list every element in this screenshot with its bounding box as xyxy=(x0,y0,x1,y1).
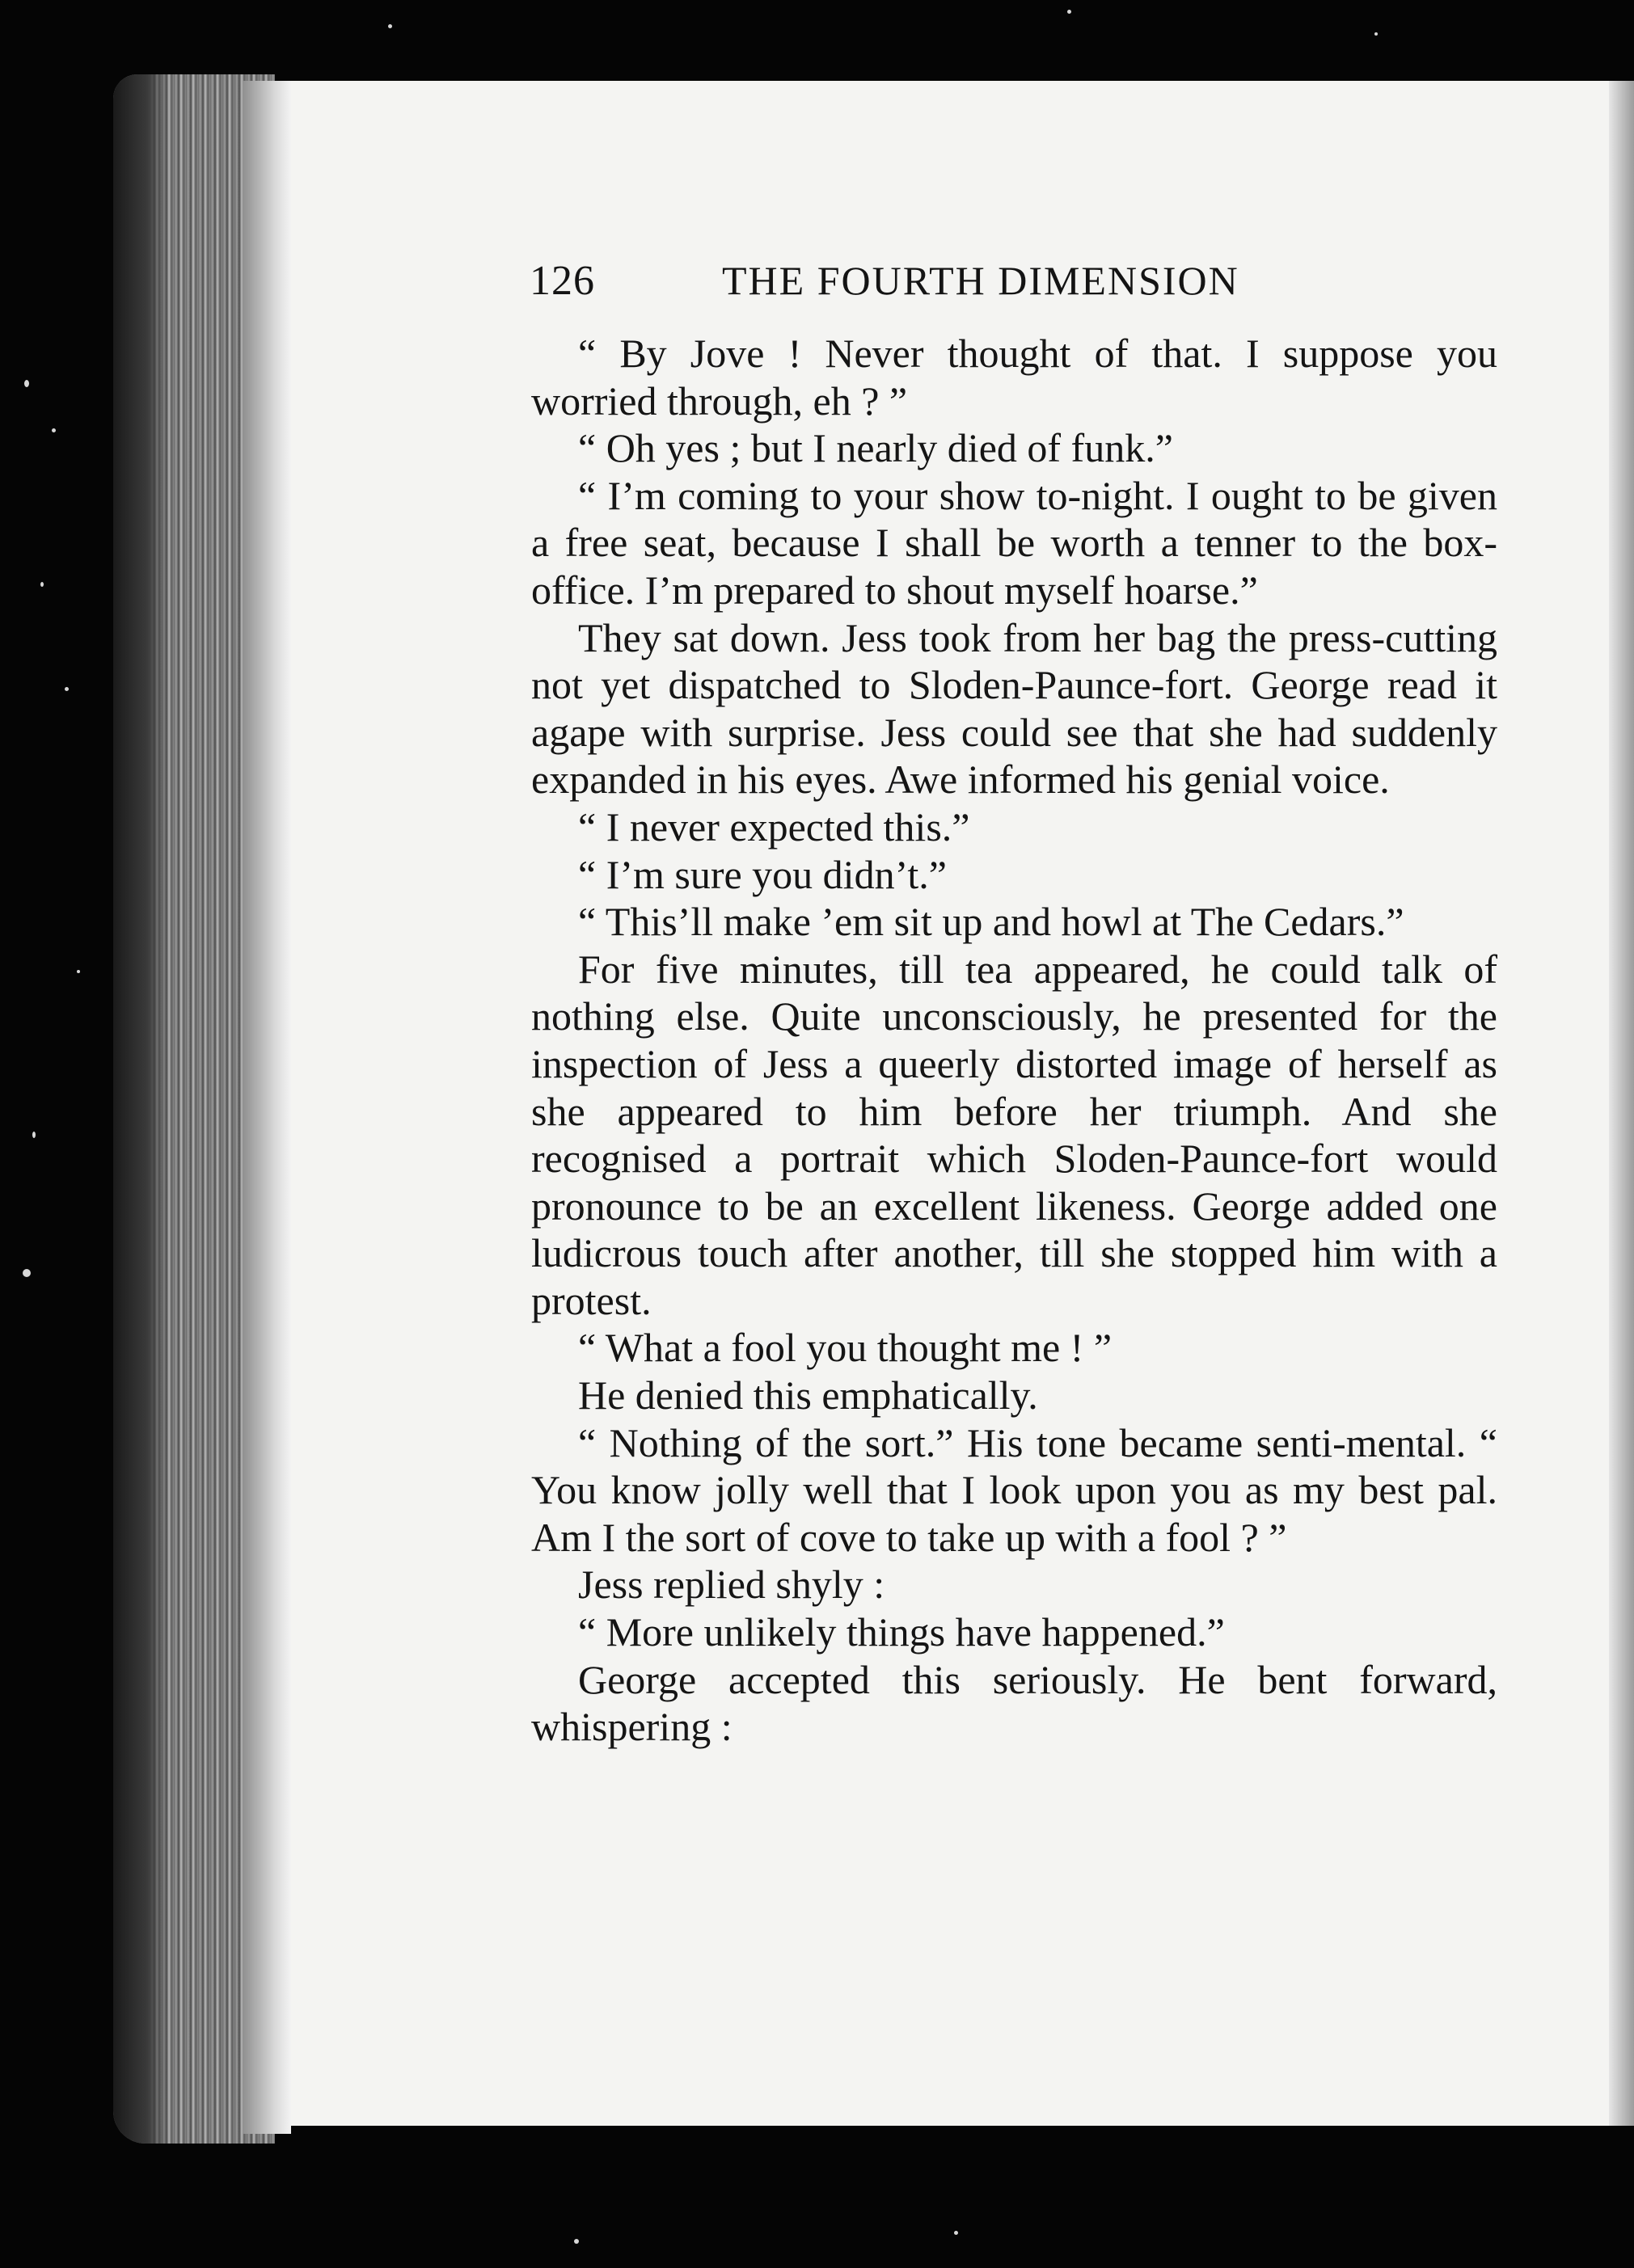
dust-speck xyxy=(32,1132,36,1138)
dust-speck xyxy=(40,582,44,587)
page-gutter-shade xyxy=(243,81,291,2134)
paragraph: “ This’ll make ’em sit up and howl at The Cedars.” xyxy=(578,899,1404,945)
paragraph: “ I never expected this.” xyxy=(578,803,970,849)
paragraph: George accepted this seriously. He bent forward, whispering : xyxy=(531,1656,1497,1750)
dust-speck xyxy=(954,2231,958,2235)
dust-speck xyxy=(77,970,80,973)
paragraph: “ More unlikely things have happened.” xyxy=(578,1609,1225,1655)
dust-speck xyxy=(1374,32,1378,36)
dust-speck xyxy=(574,2239,579,2244)
paragraph: They sat down. Jess took from her bag the press-cutting not yet dispatched to Sloden-Paunce-fort. George read it agape with surprise. Jess could see that she had suddenly expanded in his eyes. Awe informed his genial voice. xyxy=(531,614,1497,803)
page-number: 126 xyxy=(530,258,595,304)
paragraph: Jess replied shyly : xyxy=(578,1562,885,1608)
running-title: THE FOURTH DIMENSION xyxy=(722,258,1239,303)
paragraph: “ By Jove ! Never thought of that. I suppose you worried through, eh ? ” xyxy=(531,331,1497,424)
paragraph: “ Oh yes ; but I nearly died of funk.” xyxy=(578,425,1173,471)
page-right-edge xyxy=(1609,81,1634,2126)
dust-speck xyxy=(388,24,392,28)
book-spine-shadow xyxy=(113,74,170,2144)
paragraph: For five minutes, till tea appeared, he could talk of nothing else. Quite unconsciously, he presented for the inspection of Jess a queerly distorted image of herself as she appeared to him before her triumph. And she recognised a portrait which Sloden-Paunce-fort would pronounce to be an excellent likeness. George added one ludicrous touch after another, till she stopped him with a protest. xyxy=(531,946,1497,1323)
paragraph: “ I’m coming to your show to-night. I ought to be given a free seat, because I shall be worth a tenner to the box-office. I’m prepared to shout myself hoarse.” xyxy=(531,472,1497,613)
dust-speck xyxy=(52,428,56,432)
paragraph: He denied this emphatically. xyxy=(578,1372,1038,1419)
paragraph: “ I’m sure you didn’t.” xyxy=(578,851,947,897)
running-head xyxy=(530,257,1338,314)
body-text xyxy=(531,330,1497,1751)
dust-speck xyxy=(1067,10,1071,14)
paragraph: “ What a fool you thought me ! ” xyxy=(578,1325,1113,1371)
dust-speck xyxy=(23,1269,31,1277)
paragraph: “ Nothing of the sort.” His tone became senti-mental. “ You know jolly well that I look upon you as my best pal. Am I the sort of cove to take up with a fool ? ” xyxy=(531,1419,1497,1560)
dust-speck xyxy=(24,380,29,387)
dust-speck xyxy=(65,687,69,691)
